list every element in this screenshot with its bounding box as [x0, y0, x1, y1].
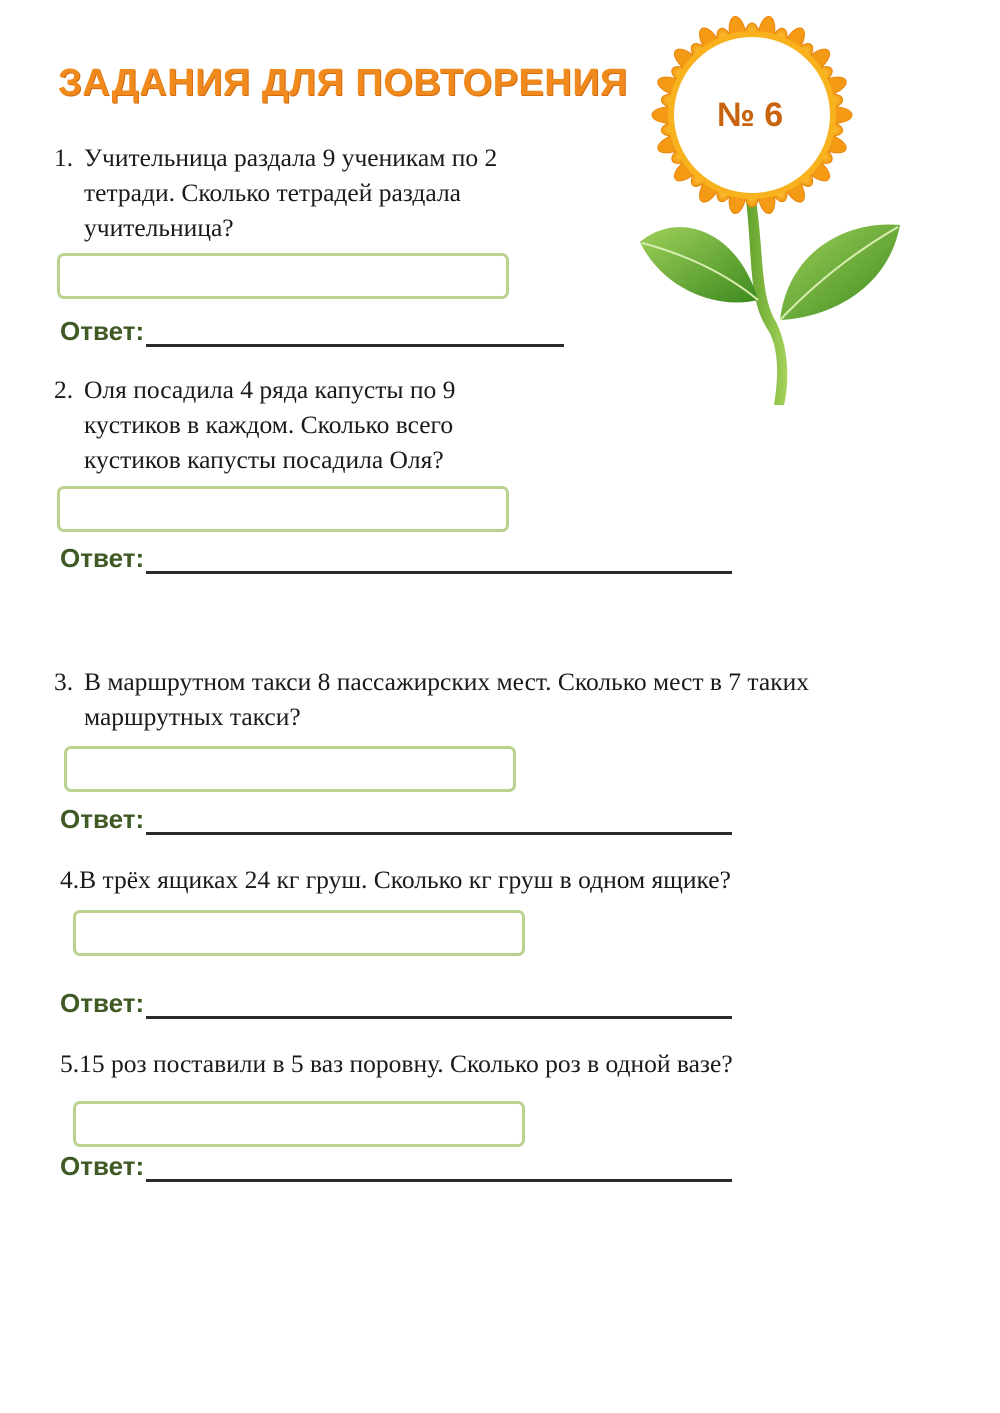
- answer-line: [146, 1155, 732, 1182]
- task-1-text: Учительница раздала 9 ученикам по 2 тетради. Сколько тетрадей раздала учительница?: [84, 143, 498, 242]
- task-3-solution-box[interactable]: [64, 746, 516, 792]
- task-3-text: В маршрутном такси 8 пассажирских мест. Сколько мест в 7 таких маршрутных такси?: [84, 667, 809, 731]
- task-4-solution-box[interactable]: [73, 910, 525, 956]
- page-title: ЗАДАНИЯ ДЛЯ ПОВТОРЕНИЯ: [58, 62, 628, 104]
- answer-label: Ответ:: [60, 1151, 145, 1181]
- task-1-answer[interactable]: [60, 316, 564, 347]
- task-1-number: 1.: [54, 143, 74, 172]
- task-5-text: 15 роз поставили в 5 ваз поровну. Сколько роз в одной вазе?: [79, 1049, 733, 1078]
- task-2-text: Оля посадила 4 ряда капусты по 9 кустиков в каждом. Сколько всего кустиков капусты посадила Оля?: [84, 375, 456, 474]
- task-3-answer[interactable]: [60, 804, 732, 835]
- task-5-solution-box[interactable]: [73, 1101, 525, 1147]
- answer-label: Ответ:: [60, 804, 145, 834]
- task-1-solution-box[interactable]: [57, 253, 509, 299]
- task-2-solution-box[interactable]: [57, 486, 509, 532]
- task-5-answer[interactable]: [60, 1151, 732, 1182]
- task-4-number: 4.: [60, 865, 80, 894]
- task-5: [60, 1046, 920, 1081]
- task-5-number: 5.: [60, 1049, 80, 1078]
- answer-line: [146, 808, 732, 835]
- task-number-badge: № 6: [716, 95, 784, 134]
- task-3: [54, 664, 884, 734]
- task-3-number: 3.: [54, 667, 74, 696]
- task-4: [60, 862, 920, 897]
- task-2: [54, 372, 554, 477]
- answer-line: [146, 547, 732, 574]
- answer-line: [146, 992, 732, 1019]
- answer-label: Ответ:: [60, 988, 145, 1018]
- answer-label: Ответ:: [60, 316, 145, 346]
- task-1: [54, 140, 594, 245]
- task-2-answer[interactable]: [60, 543, 732, 574]
- task-2-number: 2.: [54, 375, 74, 404]
- task-4-text: В трёх ящиках 24 кг груш. Сколько кг груш в одном ящике?: [79, 865, 731, 894]
- answer-line: [146, 320, 564, 347]
- task-4-answer[interactable]: [60, 988, 732, 1019]
- answer-label: Ответ:: [60, 543, 145, 573]
